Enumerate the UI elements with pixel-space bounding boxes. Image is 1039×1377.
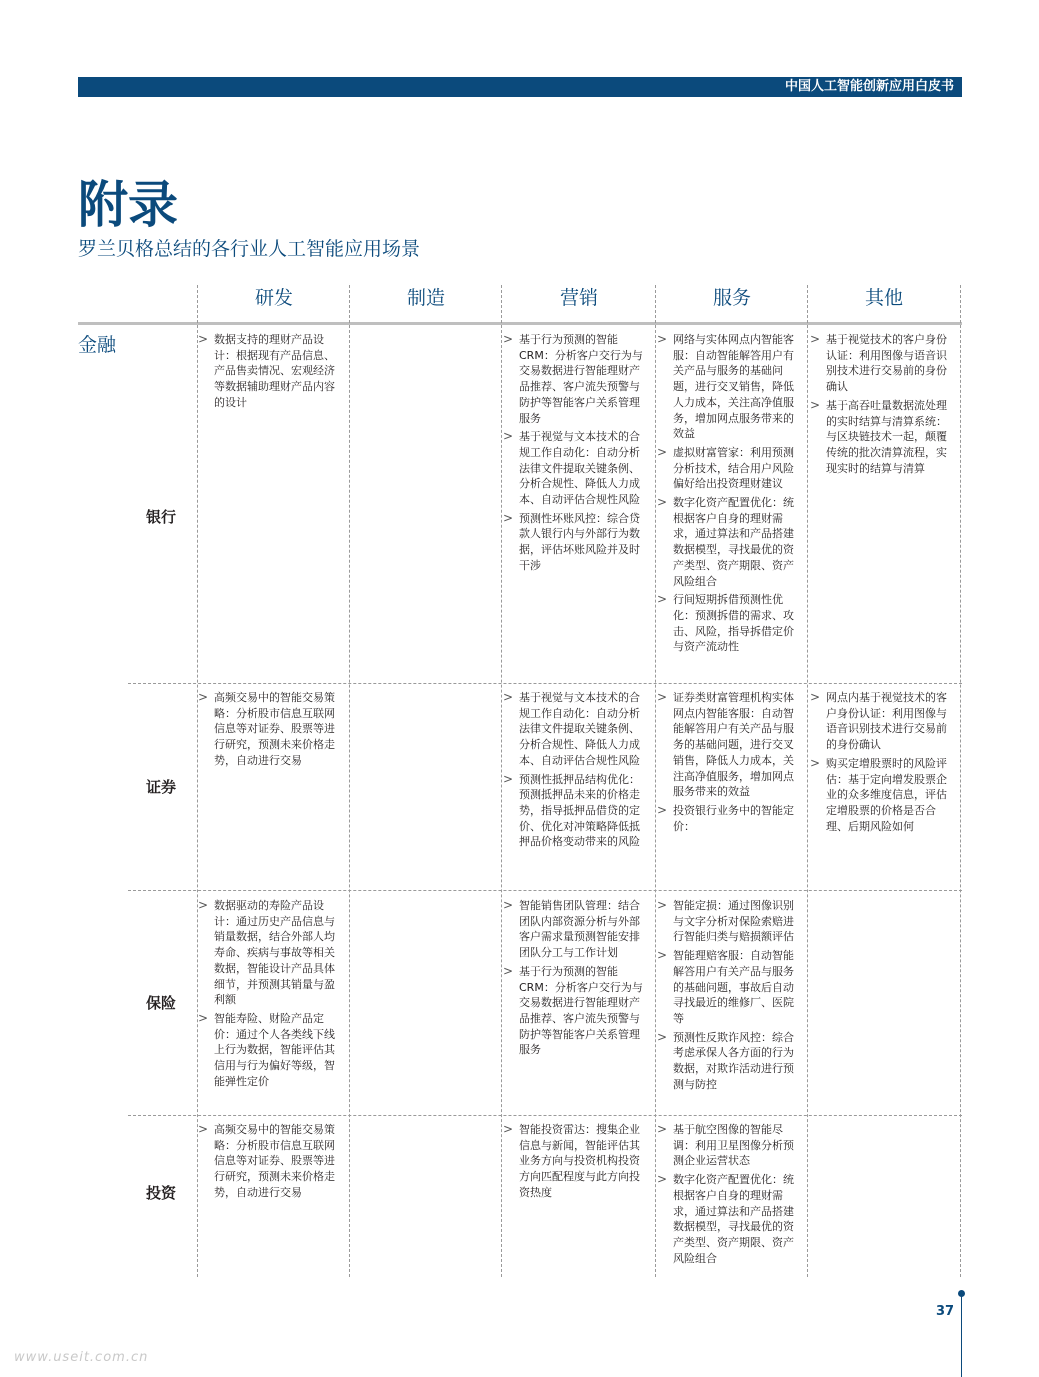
column-divider (655, 285, 656, 1277)
cell-investment-marketing (503, 1122, 647, 1204)
list-item: > 基于航空图像的智能尽调：利用卫星图像分析预测企业运营状态 (657, 1122, 801, 1169)
cell-securities-other (810, 690, 954, 837)
page-title: 附录 (78, 176, 178, 234)
list-item: > 基于视觉与文本技术的合规工作自动化：自动分析法律文件提取关键条例、分析合规性、降低人力成本、自动评估合规性风险 (503, 690, 647, 769)
page-number: 37 (936, 1304, 955, 1319)
list-item: > 智能理赔客服：自动智能解答用户有关产品与服务的基础问题，事故后自动寻找最近的维修厂、医院等 (657, 948, 801, 1027)
row-label-investment: 投资 (145, 1184, 176, 1202)
cell-bank-rnd (198, 332, 342, 414)
cell-investment-service (657, 1122, 801, 1269)
column-header-manufacturing: 制造 (406, 287, 445, 309)
header-banner: 中国人工智能创新应用白皮书 (78, 77, 962, 97)
cell-bank-service (657, 332, 801, 658)
list-item: > 行间短期拆借预测性优化：预测拆借的需求、攻击、风险，指导拆借定价与资产流动性 (657, 592, 801, 655)
list-item: > 智能销售团队管理：结合团队内部资源分析与外部客户需求量预测智能安排团队分工与工作计划 (503, 898, 647, 961)
column-header-marketing: 营销 (559, 287, 598, 309)
page-subtitle: 罗兰贝格总结的各行业人工智能应用场景 (78, 238, 421, 260)
list-item: > 高频交易中的智能交易策略：分析股市信息互联网信息等对证券、股票等进行研究，预测未来价格走势，自动进行交易 (198, 690, 342, 769)
list-item: > 投资银行业务中的智能定价： (657, 803, 801, 834)
list-item: > 购买定增股票时的风险评估：基于定向增发股票企业的众多维度信息，评估定增股票的价格是否合理、后期风险如何 (810, 756, 954, 835)
cell-insurance-service (657, 898, 801, 1095)
list-item: > 数据驱动的寿险产品设计：通过历史产品信息与销量数据，结合外部人均寿命、疾病与事故等相关数据，智能设计产品具体细节，并预测其销量与盈利额 (198, 898, 342, 1008)
column-header-rnd: 研发 (254, 287, 293, 309)
list-item: > 智能定损：通过图像识别与文字分析对保险索赔进行智能归类与赔损额评估 (657, 898, 801, 945)
cell-insurance-marketing (503, 898, 647, 1061)
row-divider (128, 683, 962, 684)
column-divider (807, 285, 808, 1277)
list-item: > 数据支持的理财产品设计：根据现有产品信息、产品售卖情况、宏观经济等数据辅助理财产品内容的设计 (198, 332, 342, 411)
column-divider (960, 285, 961, 1277)
column-header-other: 其他 (864, 287, 903, 309)
list-item: > 基于视觉技术的客户身份认证：利用图像与语音识别技术进行交易前的身份确认 (810, 332, 954, 395)
list-item: > 智能投资雷达：搜集企业信息与新闻，智能评估其业务方向与投资机构投资方向匹配程度与此方向投资热度 (503, 1122, 647, 1201)
list-item: > 数字化资产配置优化：统根据客户自身的理财需求，通过算法和产品搭建数据模型，寻找最优的资产类型、资产期限、资产风险组合 (657, 1172, 801, 1266)
row-label-bank: 银行 (145, 508, 176, 526)
list-item: > 高频交易中的智能交易策略：分析股市信息互联网信息等对证券、股票等进行研究，预测未来价格走势，自动进行交易 (198, 1122, 342, 1201)
cell-insurance-rnd (198, 898, 342, 1092)
page-marker-line (961, 1295, 962, 1377)
list-item: > 预测性坏账风控：综合贷款人银行内与外部行为数据，评估坏账风险并及时干涉 (503, 511, 647, 574)
list-item: > 数字化资产配置优化：统根据客户自身的理财需求，通过算法和产品搭建数据模型，寻找最优的资产类型、资产期限、资产风险组合 (657, 495, 801, 589)
list-item: > 基于高吞吐量数据流处理的实时结算与清算系统：与区块链技术一起，颠覆传统的批次清算流程，实现实时的结算与清算 (810, 398, 954, 477)
list-item: > 预测性抵押品结构优化：预测抵押品未来的价格走势，指导抵押品借贷的定价、优化对冲策略降低抵押品价格变动带来的风险 (503, 772, 647, 851)
list-item: > 基于行为预测的智能CRM：分析客户交行为与交易数据进行智能理财产品推荐、客户流失预警与防护等智能客户关系管理服务 (503, 332, 647, 426)
column-divider (501, 285, 502, 1277)
cell-investment-rnd (198, 1122, 342, 1204)
cell-securities-rnd (198, 690, 342, 772)
list-item: > 虚拟财富管家：利用预测分析技术，结合用户风险偏好给出投资理财建议 (657, 445, 801, 492)
list-item: > 网点内基于视觉技术的客户身份认证：利用图像与语音识别技术进行交易前的身份确认 (810, 690, 954, 753)
column-divider (349, 285, 350, 1277)
sector-label: 金融 (78, 334, 117, 356)
row-divider (128, 1115, 962, 1116)
list-item: > 基于行为预测的智能CRM：分析客户交行为与交易数据进行智能理财产品推荐、客户流失预警与防护等智能客户关系管理服务 (503, 964, 647, 1058)
cell-bank-other (810, 332, 954, 479)
cell-securities-service (657, 690, 801, 837)
column-header-service: 服务 (712, 287, 751, 309)
header-divider (78, 322, 962, 325)
list-item: > 预测性反欺诈风控：综合考虑承保人各方面的行为数据，对欺诈活动进行预测与防控 (657, 1030, 801, 1093)
list-item: > 证券类财富管理机构实体网点内智能客服：自动智能解答用户有关产品与服务的基础问题，进行交叉销售，降低人力成本，关注高净值服务，增加网点服务带来的效益 (657, 690, 801, 800)
list-item: > 基于视觉与文本技术的合规工作自动化：自动分析法律文件提取关键条例、分析合规性、降低人力成本、自动评估合规性风险 (503, 429, 647, 508)
watermark: www.useit.com.cn (14, 1350, 149, 1365)
row-label-insurance: 保险 (145, 994, 176, 1012)
list-item: > 智能寿险、财险产品定价：通过个人各类线下线上行为数据，智能评估其信用与行为偏好等级，智能弹性定价 (198, 1011, 342, 1090)
cell-bank-marketing (503, 332, 647, 577)
row-divider (128, 890, 962, 891)
list-item: > 网络与实体网点内智能客服：自动智能解答用户有关产品与服务的基础问题，进行交叉销售，降低人力成本，关注高净值服务，增加网点服务带来的效益 (657, 332, 801, 442)
row-label-securities: 证券 (145, 778, 176, 796)
cell-securities-marketing (503, 690, 647, 853)
